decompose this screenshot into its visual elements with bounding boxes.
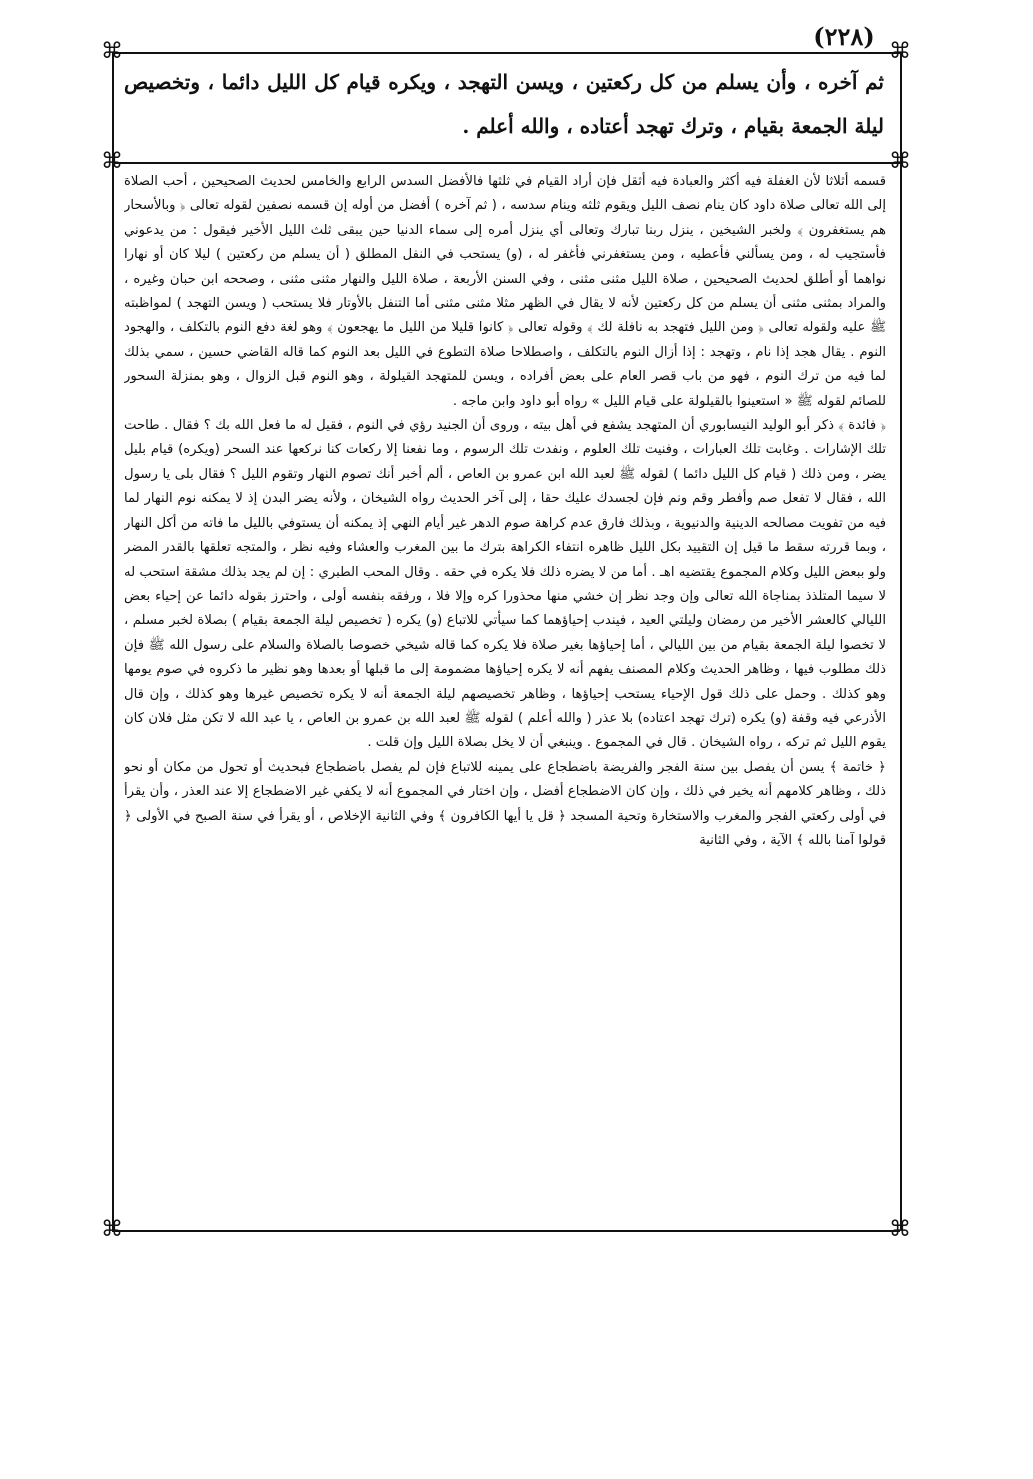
corner-ornament-icon: ⌘ (101, 39, 123, 64)
sharh-commentary (124, 170, 886, 1224)
frame-top-rule (112, 52, 900, 54)
corner-ornament-icon: ⌘ (889, 39, 911, 64)
fa-ida-paragraph: ﴿ فائدة ﴾ ذكر أبو الوليد النيسابوري أن المتهجد يشفع في أهل بيته ، وروى أن الجنيد رؤي في النوم ، فقيل له ما فعل الله بك ؟ فقال . طاحت تلك الإشارات . وغابت تلك العبارات ، وفنيت تلك العلوم ، ونفدت تلك الرسوم ، وما نفعنا إلا ركعات كنا نركعها عند السحر (ويكره) قيام بليل يضر ، ومن ذلك ( قيام كل الليل دائما ) لقوله ﷺ لعبد الله ابن عمرو بن العاص ، ألم أخبر أنك تصوم النهار وتقوم الليل ؟ فقال بلى يا رسول الله ، فقال لا تفعل صم وأفطر وقم ونم فإن لجسدك عليك حقا ، إلى آخر الحديث رواه الشيخان ، ولأنه يضر البدن إذ لا يمكنه نوم النهار لما فيه من تفويت مصالحه الدينية والدنيوية ، وبذلك فارق عدم كراهة صوم الدهر غير أيام النهي إذ يمكنه أن يستوفي بالليل ما فاته من أكل النهار ، وبما قررته سقط ما قيل إن التقييد بكل الليل ظاهره انتفاء الكراهة بترك ما بين المغرب والعشاء وفيه نظر ، والمتجه تعلقها بالقدر المضر ولو ببعض الليل وكلام المجموع يقتضيه اهـ . أما من لا يضره ذلك فلا يكره في حقه . وقال المحب الطبري : إن لم يجد بذلك مشقة استحب له لا سيما المتلذذ بمناجاة الله تعالى وإن وجد نظر إن خشي منها محذورا كره وإلا فلا ، ورفقه بنفسه أولى ، واحترز بقوله دائما عن إحياء بعض الليالي كالعشر الأخير من رمضان وليلتي العيد ، فيندب إحياؤهما كما سيأتي للاتباع (و) يكره ( تخصيص ليلة الجمعة بقيام ) بصلاة لخبر مسلم ، لا تخصوا ليلة الجمعة بقيام من بين الليالي ، أما إحياؤها بغير صلاة فلا يكره كما قاله شيخي خصوصا بالصلاة والسلام على رسول الله ﷺ فإن ذلك مطلوب فيها ، وظاهر الحديث وكلام المصنف يفهم أنه لا يكره إحياؤها مضمومة إلى ما قبلها أو بعدها وهو نظير ما ذكروه في صوم يومها وهو كذلك . وحمل على ذلك قول الإحياء يستحب إحياؤها ، وظاهر تخصيصهم ليلة الجمعة أنه لا يكره تخصيص غيرها وهو كذلك ، وإن قال الأذرعي فيه وقفة (و) يكره (ترك تهجد اعتاده) بلا عذر ( والله أعلم ) لقوله ﷺ لعبد الله بن عمرو بن العاص ، يا عبد الله لا تكن مثل فلان كان يقوم الليل ثم تركه ، رواه الشيخان . قال في المجموع . وينبغي أن لا يخل بصلاة الليل وإن قلت . (124, 418, 886, 751)
divider-ornament-icon: ⌘ (101, 149, 123, 174)
frame-divider-rule (112, 162, 900, 164)
divider-ornament-icon: ⌘ (889, 149, 911, 174)
matn-text: ثم آخره ، وأن يسلم من كل ركعتين ، ويسن التهجد ، ويكره قيام كل الليل دائما ، وتخصيص ليلة الجمعة بقيام ، وترك تهجد أعتاده ، والله أعلم . (124, 70, 884, 138)
corner-ornament-icon: ⌘ (889, 1217, 911, 1242)
corner-ornament-icon: ⌘ (101, 1217, 123, 1242)
commentary-paragraph: قسمه أثلاثا لأن الغفلة فيه أكثر والعبادة فيه أثقل فإن أراد القيام في ثلثها فالأفضل السدس الرابع والخامس لحديث الصحيحين ، أحب الصلاة إلى الله تعالى صلاة داود كان ينام نصف الليل ويقوم ثلثه وينام سدسه ، ( ثم آخره ) أفضل من أوله إن قسمه نصفين لقوله تعالى ﴿ وبالأسحار هم يستغفرون ﴾ ولخبر الشيخين ، ينزل ربنا تبارك وتعالى أي ينزل أمره إلى سماء الدنيا حين يبقى ثلث الليل الأخير فيقول : من يدعوني فأستجيب له ، ومن يسألني فأعطيه ، ومن يستغفرني فأغفر له ، (و) يستحب في النفل المطلق ( أن يسلم من ركعتين ) ليلا كان أو نهارا نواهما أو أطلق لحديث الصحيحين ، صلاة الليل مثنى مثنى ، وفي السنن الأربعة ، صلاة الليل والنهار مثنى مثنى ، وصححه ابن حبان وغيره ، والمراد بمثنى مثنى أن يسلم من كل ركعتين لأنه لا يقال في الظهر مثلا مثنى مثنى أما التنفل بالأوتار فلا يستحب ( ويسن التهجد ) لمواظبته ﷺ عليه ولقوله تعالى ﴿ ومن الليل فتهجد به نافلة لك ﴾ وقوله تعالى ﴿ كانوا قليلا من الليل ما يهجعون ﴾ وهو لغة دفع النوم بالتكلف ، والهجود النوم . يقال هجد إذا نام ، وتهجد : إذا أزال النوم بالتكلف ، واصطلاحا صلاة التطوع في الليل بعد النوم كما قاله القاضي حسين ، سمي بذلك لما فيه من ترك النوم ، فهو من باب قصر العام على بعض أفراده ، ويسن للمتهجد القيلولة ، وهو النوم قبل الزوال ، وهو بمنزلة السحور للصائم لقوله ﷺ « استعينوا بالقيلولة على قيام الليل » رواه أبو داود وابن ماجه . (124, 174, 886, 409)
khatima-paragraph: ﴿ خاتمة ﴾ يسن أن يفصل بين سنة الفجر والفريضة باضطجاع على يمينه للاتباع فإن لم يفصل باضطجاع فبحديث أو تحول من مكان أو نحو ذلك ، وظاهر كلامهم أنه يخير في ذلك ، وإن كان الاضطجاع أفضل ، وإن اختار في المجموع أنه لا يكفي غير الاضطجاع إلا عند العذر ، وأن يقرأ في أولى ركعتي الفجر والمغرب والاستخارة وتحية المسجد ﴿ قل يا أيها الكافرون ﴾ وفي الثانية الإخلاص ، أو يقرأ في سنة الصبح في الأولى ﴿ قولوا آمنا بالله ﴾ الآية ، وفي الثانية (124, 759, 886, 848)
frame-bottom-rule (112, 1230, 900, 1232)
page-number: (٢٢٨) (813, 22, 875, 51)
